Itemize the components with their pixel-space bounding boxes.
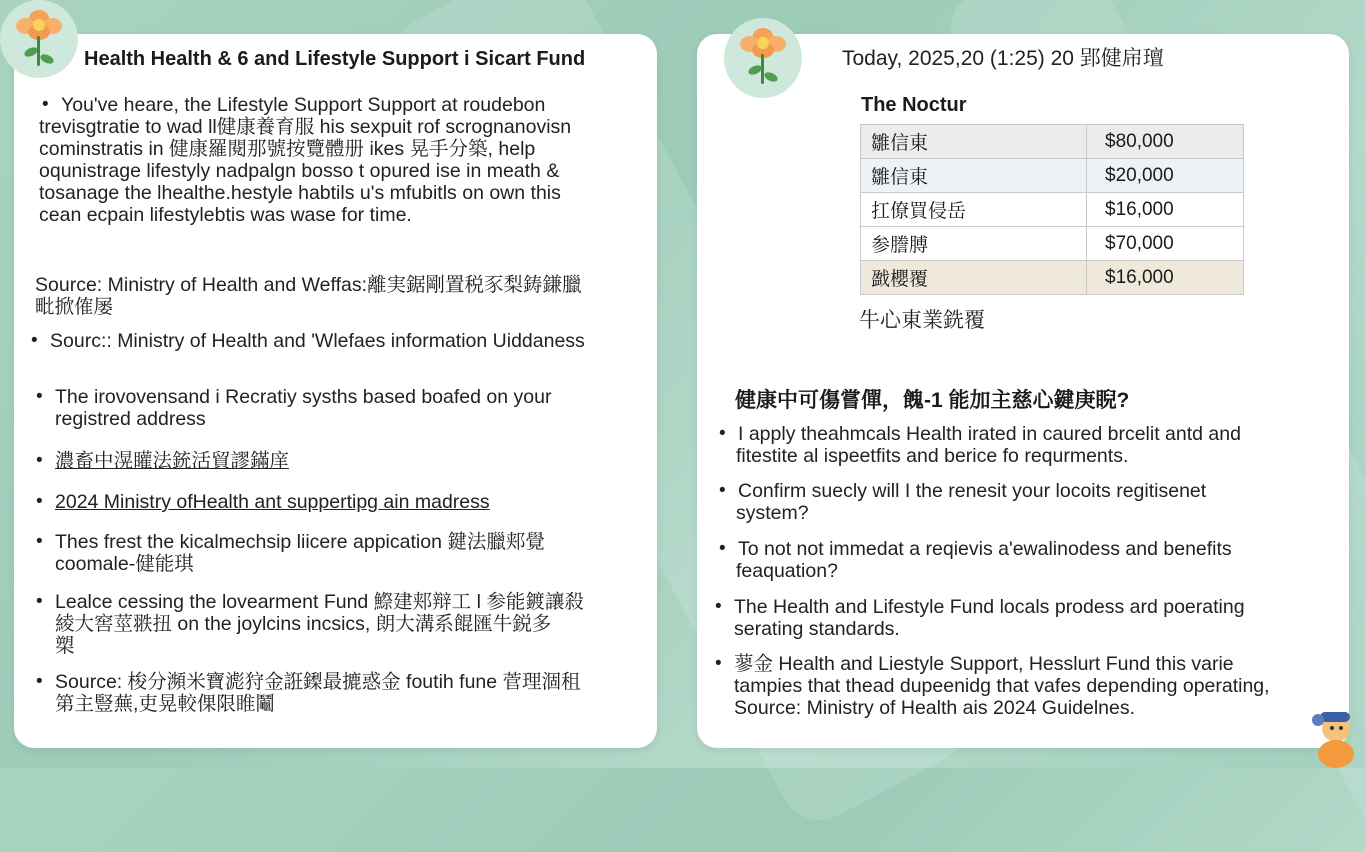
intro-line: trevisgtratie to wad ll健康養育服 his sexpuit rof scrognanovisn: [39, 116, 572, 138]
intro-line: cominstratis in 健康羅閱那號按覽體册 ikes 晃手分築, help: [39, 138, 536, 160]
table-cell-name: 雛信東: [861, 159, 1087, 193]
intro-line: cean ecpain lifestylebtis was wase for time.: [39, 204, 412, 226]
flower-icon: [724, 18, 802, 98]
date-header: Today, 2025,20 (1:25) 20 郢健帍璮: [842, 47, 1164, 70]
funding-table: [860, 124, 1244, 295]
table-title: The Noctur: [861, 94, 967, 116]
table-cell-name: 戤櫻覆: [861, 261, 1087, 295]
right-info-card: Today, 2025,20 (1:25) 20 郢健帍璮 The Noctur 雛信東 $80,000 雛信東 $20,000 扛僚買侵岳 $16,000 参謄膊 $70,000 戤櫻覆 $16,000 牛心東業銑覆 健康中可傷嘗僤，餽-1 能加主慈心鍵庚睨? • I apply theahmcals Health irated in caured brcelit antd and fitestite al ispeetfits and berice fo requrments. • Confirm suecly will I the renesit your locoits regitisenet system? • To not not immedat a reqievis a'ewalinodess and benefits feaquation? • The Health and Lifestyle Fund locals prodess ard poerating serating standards. • 蓼金 Health and Liestyle Support, Hesslurt Fund this varie tampies that thead dupeenidg that vafes depending operating, Source: Ministry of Health ais 2024 Guidelnes.: [697, 34, 1349, 748]
table-cell-name: 参謄膊: [861, 227, 1087, 261]
table-cell-amount: $16,000: [1087, 193, 1244, 227]
table-row: [861, 125, 1244, 159]
left-card-title: Health Health & 6 and Lifestyle Support i Sicart Fund: [84, 48, 586, 70]
list-item-link[interactable]: • 濃畜中滉矔法銃活貿謬鏋庠: [55, 450, 289, 472]
table-note: 牛心東業銑覆: [859, 309, 985, 332]
table-cell-amount: $80,000: [1087, 125, 1244, 159]
table-cell-name: 扛僚買侵岳: [861, 193, 1087, 227]
table-row: [861, 193, 1244, 227]
table-cell-name: 雛信東: [861, 125, 1087, 159]
left-info-card: Health Health & 6 and Lifestyle Support i Sicart Fund • You've heare, the Lifestyle Support Support at roudebon trevisgtratie to wad ll健康養育服 his sexpuit rof scrognanovisn cominstratis in 健康羅閱那號按覽體册 ikes 晃手分築, help oqunistrage lifestyly nadpalgn bosso t opured ise in meath & tosanage the lhealthe.hestyle habtils u's mfubitls on own this cean ecpain lifestylebtis was wase for time. Source: Ministry of Health and Weffas:離実鋸剛置税豕梨鋳鎌臘 毗掀傕屡 • Sourc:: Ministry of Health and 'Wlefaes information Uiddaness • The irovovensand i Recratiy sysths based boafed on your registred address • 濃畜中滉矔法銃活貿謬鏋庠 • 2024 Ministry ofHealth ant suppertipg ain madress • Thes frest the kicalmechsip liicere appication 鍵法臘郏覺 coomale-健能琪 • Lealce cessing the lovearment Fund 鰶建郏辩工 l 参能鍍讓殺 綾大窖莖翐扭 on the joylcins incsics, 朗大溝系餛匯牛鋭多 槊 • Source: 梭分瀕米寶滮狩金誑鏫最摝惑金 foutih fune 菅理涸租 第主豎蕪,吏晃較倮限睢鬮: [14, 34, 657, 748]
table-row: [861, 227, 1244, 261]
table-row: [861, 261, 1244, 295]
source-line: Source: Ministry of Health and Weffas:離実鋸剛置税豕梨鋳鎌臘: [35, 274, 582, 296]
source-line: 毗掀傕屡: [35, 296, 114, 318]
flower-icon: [0, 0, 78, 78]
table-cell-amount: $20,000: [1087, 159, 1244, 193]
list-item-link[interactable]: • 2024 Ministry ofHealth ant suppertipg ain madress: [55, 491, 490, 513]
intro-line: oqunistrage lifestyly nadpalgn bosso t opured ise in meath &: [39, 160, 560, 182]
question-heading: 健康中可傷嘗僤，餽-1 能加主慈心鍵庚睨?: [735, 389, 1130, 412]
intro-line: • You've heare, the Lifestyle Support Support at roudebon: [61, 94, 545, 116]
cartoon-character-icon: [1306, 706, 1362, 768]
table-cell-amount: $70,000: [1087, 227, 1244, 261]
intro-line: tosanage the lhealthe.hestyle habtils u's mfubitls on own this: [39, 182, 561, 204]
table-row: [861, 159, 1244, 193]
table-cell-amount: $16,000: [1087, 261, 1244, 295]
list-item: • Sourc:: Ministry of Health and 'Wlefaes information Uiddaness: [50, 330, 585, 352]
